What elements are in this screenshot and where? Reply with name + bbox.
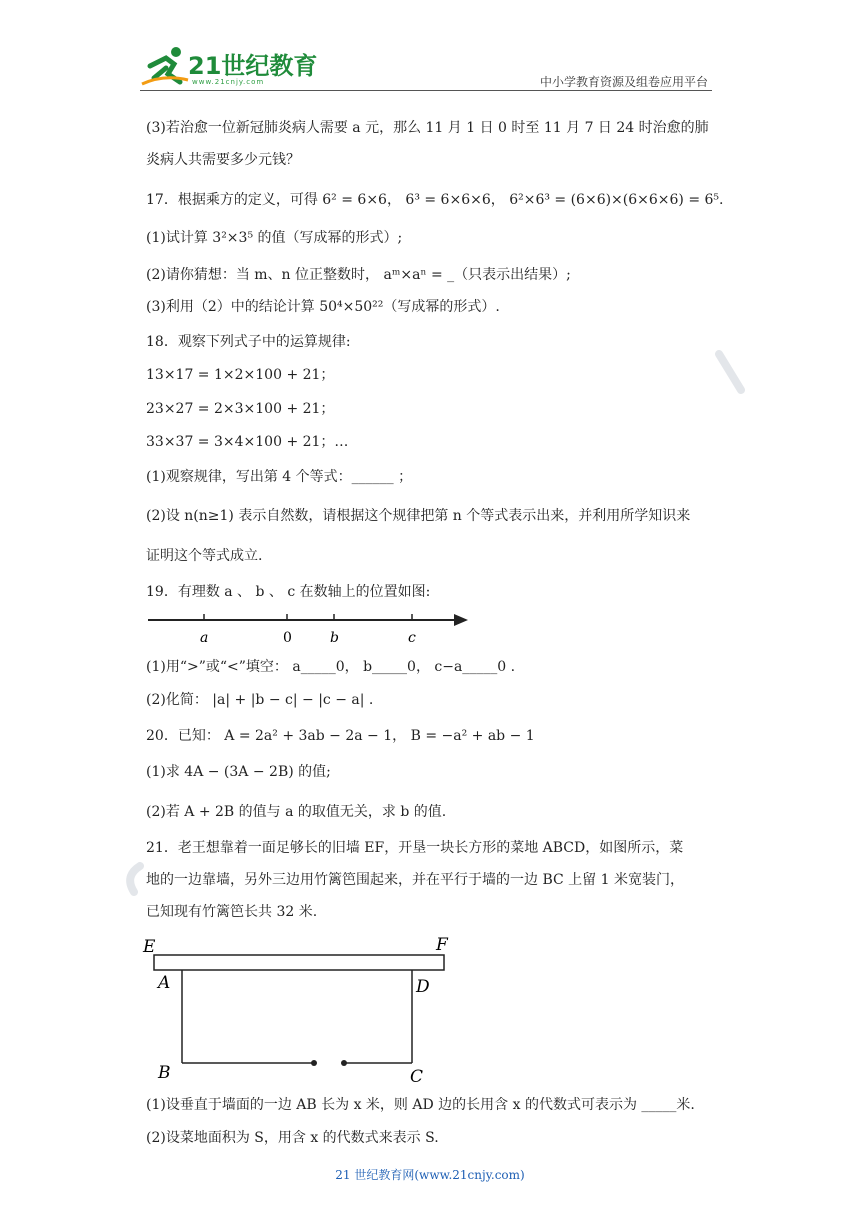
gate-post-right: [341, 1060, 347, 1066]
q17-part2: (2)请你猜想：当 m、n 位正整数时， aᵐ×aⁿ = _（只表示出结果）;: [146, 267, 571, 283]
gate-post-left: [311, 1060, 317, 1066]
q18-stem: 18．观察下列式子中的运算规律:: [146, 334, 351, 350]
q20-part1: (1)求 4A − (3A − 2B) 的值;: [146, 764, 331, 780]
q21-part1: (1)设垂直于墙面的一边 AB 长为 x 米，则 AD 边的长用含 x 的代数式可表示为 _____米.: [146, 1097, 695, 1113]
page-header: [140, 40, 712, 90]
site-tagline: 中小学教育资源及组卷应用平台: [539, 75, 708, 89]
q18-part2-line2: 证明这个等式成立.: [146, 548, 263, 564]
q21-stem-line2: 地的一边靠墙，另外三边用竹篱笆围起来，并在平行于墙的一边 BC 上留 1 米宽装门，: [146, 872, 684, 888]
wall-ef: [154, 955, 444, 970]
watermark-arc-icon: [120, 862, 144, 896]
q18-eq1: 13×17 = 1×2×100 + 21；: [146, 367, 335, 383]
site-logo[interactable]: [140, 44, 320, 88]
q17-part1: (1)试计算 3²×3⁵ 的值（写成幂的形式）;: [146, 230, 403, 246]
logo-url: www.21cnjy.com: [192, 78, 265, 86]
q19-stem: 19．有理数 a 、 b 、 c 在数轴上的位置如图:: [146, 584, 431, 600]
watermark-mark-icon: [715, 350, 745, 394]
label-d: D: [416, 977, 430, 997]
header-divider: [140, 90, 712, 91]
q20-part2: (2)若 A + 2B 的值与 a 的取值无关，求 b 的值.: [146, 804, 447, 820]
q17-stem: 17．根据乘方的定义，可得 6² = 6×6， 6³ = 6×6×6， 6²×6³ = (6×6)×(6×6×6) = 6⁵.: [146, 192, 724, 208]
label-c: C: [410, 1067, 424, 1087]
q21-part2: (2)设菜地面积为 S，用含 x 的代数式来表示 S.: [146, 1130, 439, 1146]
number-line-figure: [146, 608, 476, 654]
label-b: B: [158, 1063, 171, 1083]
point-a-label: a: [200, 630, 209, 646]
label-a: A: [158, 973, 171, 993]
q21-stem-line1: 21．老王想靠着一面足够长的旧墙 EF，开垦一块长方形的菜地 ABCD，如图所示，菜: [146, 840, 684, 856]
garden-diagram: [140, 932, 460, 1088]
q19-part2: (2)化简： |a| + |b − c| − |c − a| .: [146, 692, 374, 708]
number-line-arrow-icon: [454, 614, 468, 626]
point-b-label: b: [330, 630, 339, 646]
q17-part3: (3)利用（2）中的结论计算 50⁴×50²²（写成幂的形式）.: [146, 299, 500, 315]
q18-part1: (1)观察规律，写出第 4 个等式：______ ；: [146, 469, 413, 485]
runner-logo-icon: [140, 44, 190, 88]
page-footer[interactable]: 21 世纪教育网(www.21cnjy.com): [335, 1168, 525, 1182]
q20-stem: 20．已知： A = 2a² + 3ab − 2a − 1， B = −a² + ab − 1: [146, 728, 535, 744]
q19-part1: (1)用“>”或“<”填空： a_____0， b_____0， c−a_____0 .: [146, 659, 516, 675]
point-c-label: c: [408, 630, 416, 646]
logo-text: 21世纪教育: [188, 52, 318, 80]
origin-label: 0: [283, 630, 292, 646]
q18-eq2: 23×27 = 2×3×100 + 21；: [146, 401, 335, 417]
q16-part3-line2: 炎病人共需要多少元钱？: [146, 152, 300, 168]
q18-part2-line1: (2)设 n(n≥1) 表示自然数，请根据这个规律把第 n 个等式表示出来，并利用所学知识来: [146, 508, 691, 524]
q18-eq3: 33×37 = 3×4×100 + 21；…: [146, 434, 349, 450]
q16-part3-line1: (3)若治愈一位新冠肺炎病人需要 a 元，那么 11 月 1 日 0 时至 11 月 7 日 24 时治愈的肺: [146, 120, 709, 136]
q21-stem-line3: 已知现有竹篱笆长共 32 米.: [146, 904, 318, 920]
label-e: E: [143, 937, 156, 957]
label-f: F: [436, 935, 448, 955]
